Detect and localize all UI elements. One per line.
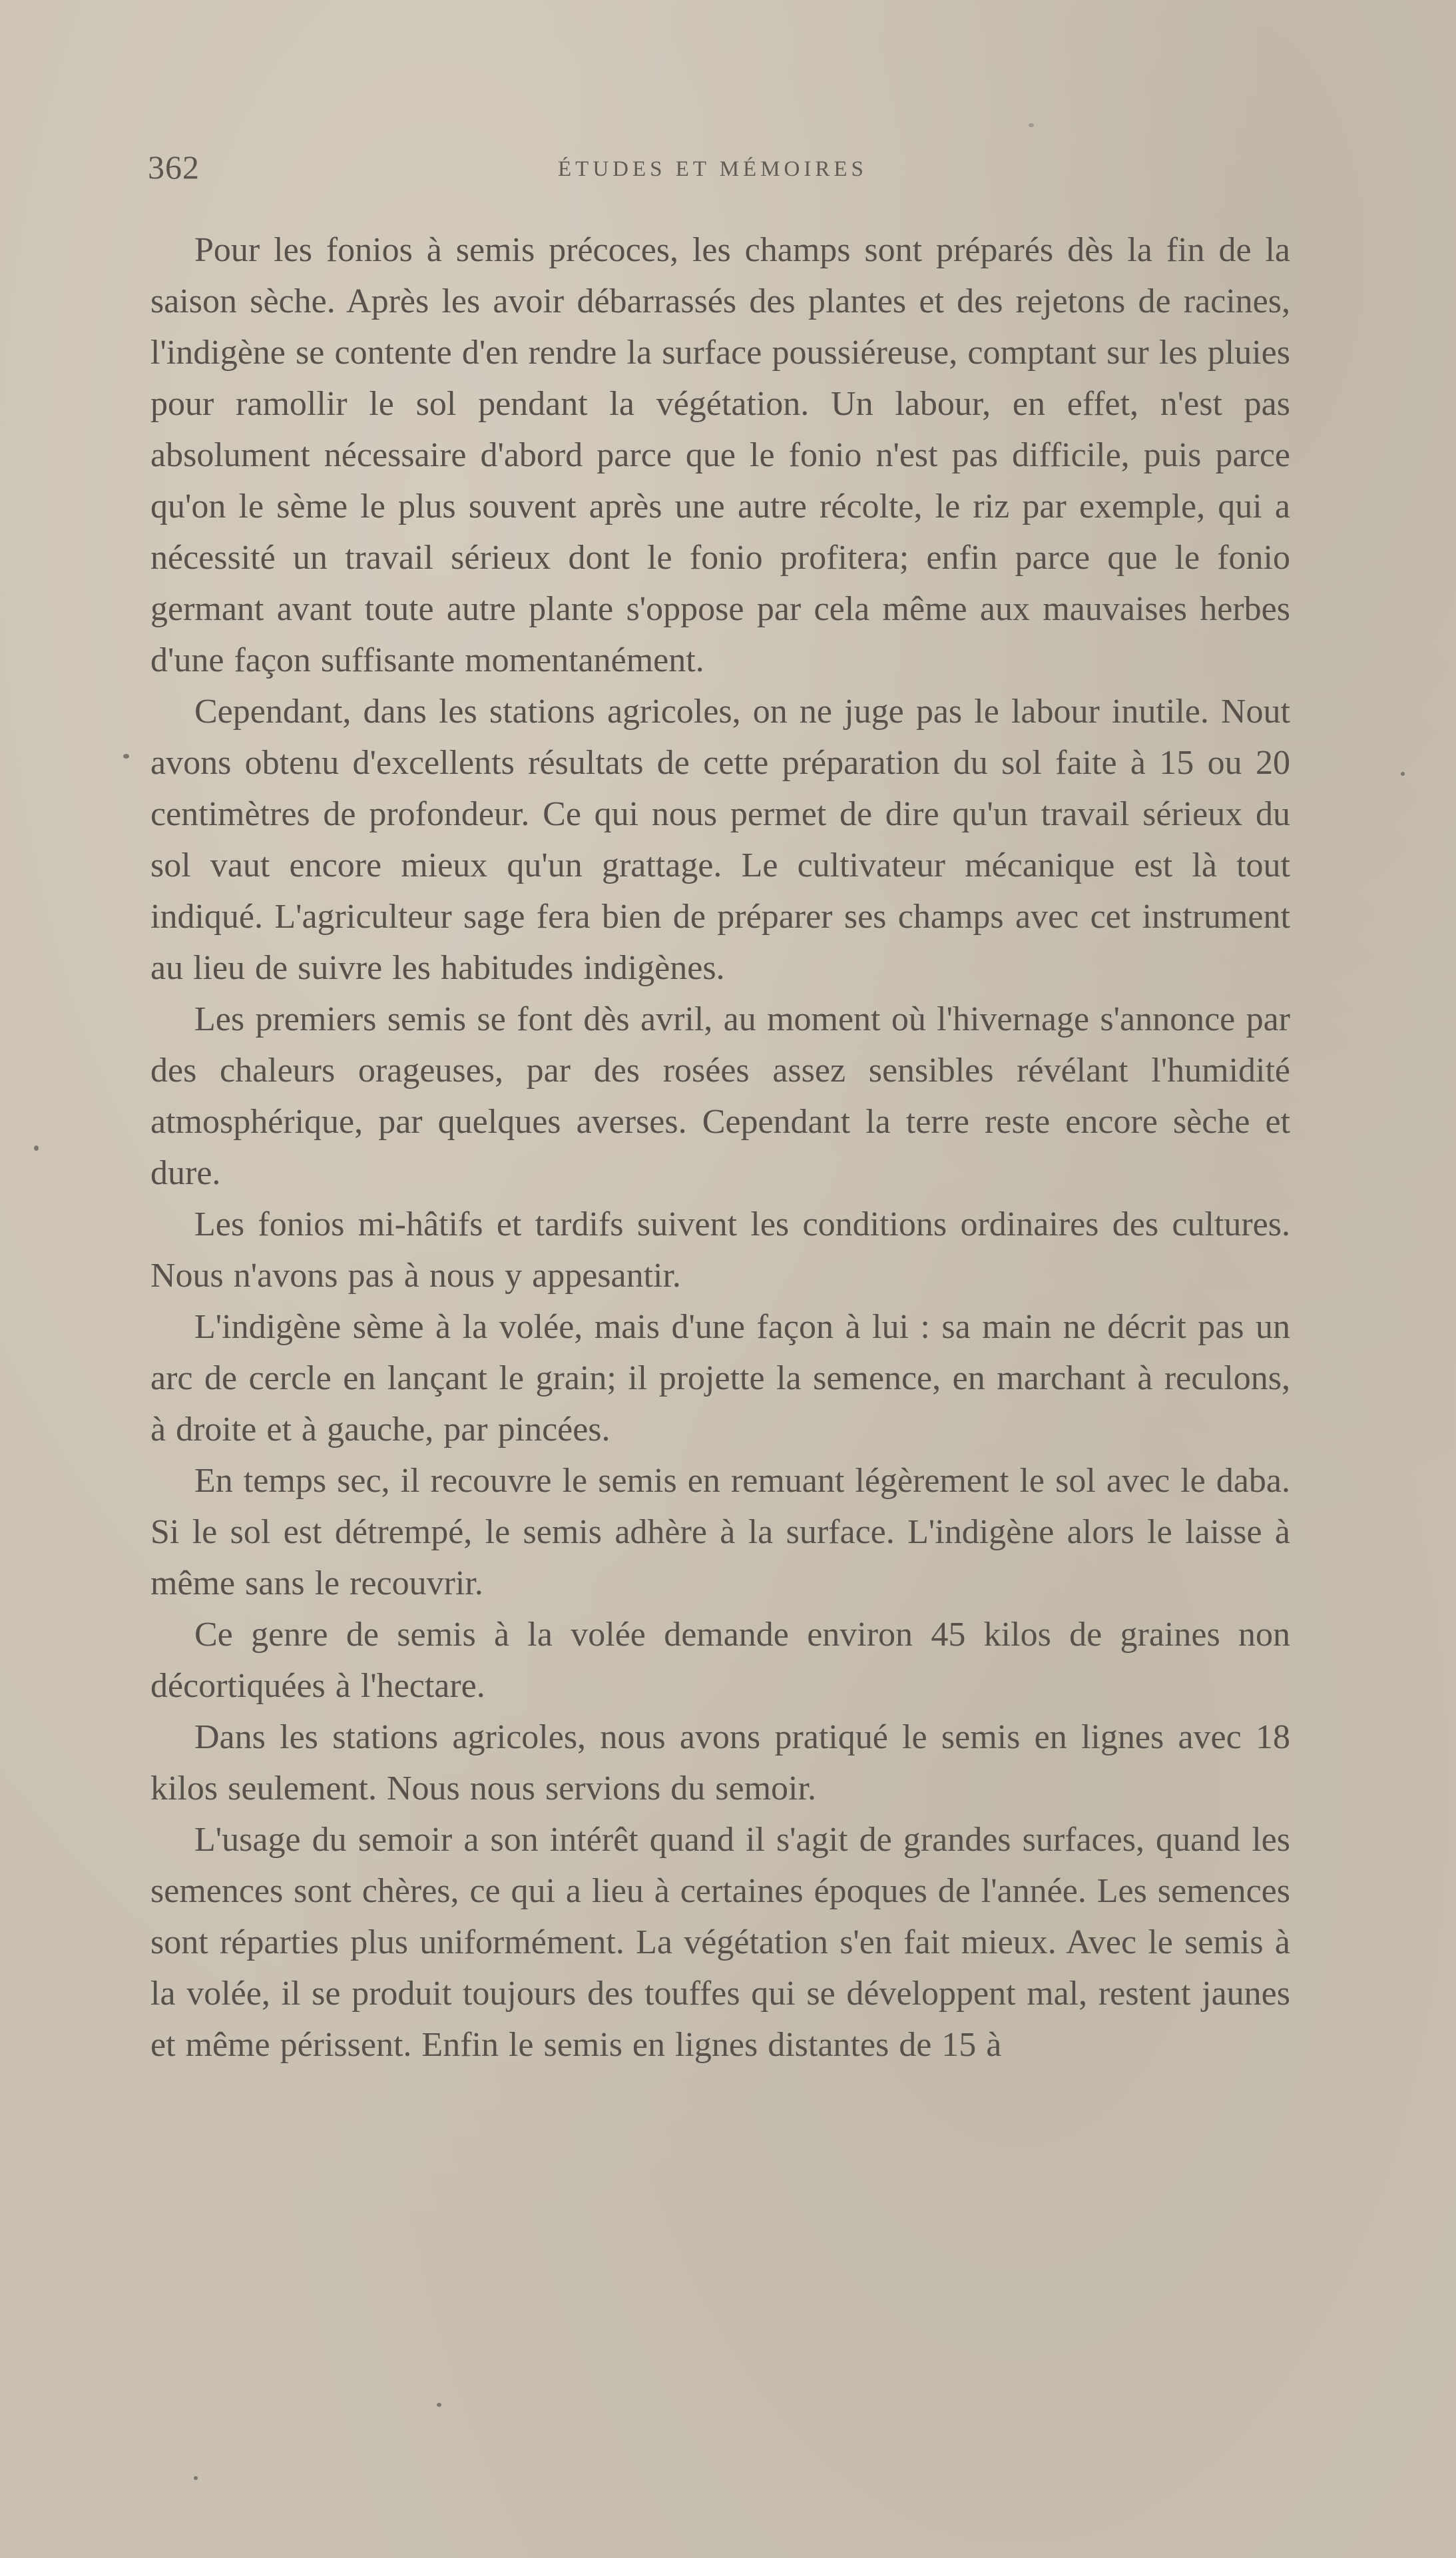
page-header — [0, 148, 1456, 194]
ink-speck — [194, 2476, 198, 2480]
ink-speck — [123, 754, 129, 759]
ink-speck — [437, 2403, 441, 2407]
body-text — [150, 224, 1290, 2071]
paragraph: Pour les fonios à semis précoces, les champs sont préparés dès la fin de la saison sèche. Après les avoir débarrassés des plantes et des rejetons de racines, l'indigène se contente d'en rendre la surface poussiéreuse, comptant sur les pluies pour ramollir le sol pendant la végétation. Un labour, en effet, n'est pas absolument nécessaire d'abord parce que le fonio n'est pas difficile, puis parce qu'on le sème le plus souvent après une autre récolte, le riz par exemple, qui a nécessité un travail sérieux dont le fonio profitera; enfin parce que le fonio germant avant toute autre plante s'oppose par cela même aux mauvaises herbes d'une façon suffisante momentanément. — [150, 231, 1290, 679]
page-number: 362 — [148, 149, 200, 186]
paragraph: Les premiers semis se font dès avril, au moment où l'hivernage s'annonce par des chaleurs orageuses, par des rosées assez sensibles révélant l'humidité atmosphérique, par quelques averses. Cependant la terre reste encore sèche et dure. — [150, 1000, 1290, 1192]
paragraph: Dans les stations agricoles, nous avons pratiqué le semis en lignes avec 18 kilos seulement. Nous nous servions du semoir. — [150, 1718, 1290, 1807]
paragraph: L'indigène sème à la volée, mais d'une façon à lui : sa main ne décrit pas un arc de cercle en lançant le grain; il projette la semence, en marchant à reculons, à droite et à gauche, par pincées. — [150, 1308, 1290, 1448]
paragraph: L'usage du semoir a son intérêt quand il s'agit de grandes surfaces, quand les semences sont chères, ce qui a lieu à certaines époques de l'année. Les semences sont réparties plus uniformément. La végétation s'en fait mieux. Avec le semis à la volée, il se produit toujours des touffes qui se développent mal, restent jaunes et même périssent. Enfin le semis en lignes distantes de 15 à — [150, 1821, 1290, 2064]
ink-speck — [34, 1145, 39, 1151]
paragraph: Ce genre de semis à la volée demande environ 45 kilos de graines non décortiquées à l'hectare. — [150, 1616, 1290, 1705]
running-title: ÉTUDES ET MÉMOIRES — [558, 157, 867, 181]
ink-speck — [1029, 123, 1034, 127]
paragraph: En temps sec, il recouvre le semis en remuant légèrement le sol avec le daba. Si le sol est détrempé, le semis adhère à la surface. L'indigène alors le laisse à même sans le recouvrir. — [150, 1462, 1290, 1602]
ink-speck — [1401, 772, 1405, 776]
paragraph: Les fonios mi-hâtifs et tardifs suivent les conditions ordinaires des cultures. Nous n'avons pas à nous y appesantir. — [150, 1205, 1290, 1295]
paragraph: Cependant, dans les stations agricoles, on ne juge pas le labour inutile. Nout avons obtenu d'excellents résultats de cette préparation du sol faite à 15 ou 20 centimètres de profondeur. Ce qui nous permet de dire qu'un travail sérieux du sol vaut encore mieux qu'un grattage. Le cultivateur mécanique est là tout indiqué. L'agriculteur sage fera bien de préparer ses champs avec cet instrument au lieu de suivre les habitudes indigènes. — [150, 693, 1290, 987]
